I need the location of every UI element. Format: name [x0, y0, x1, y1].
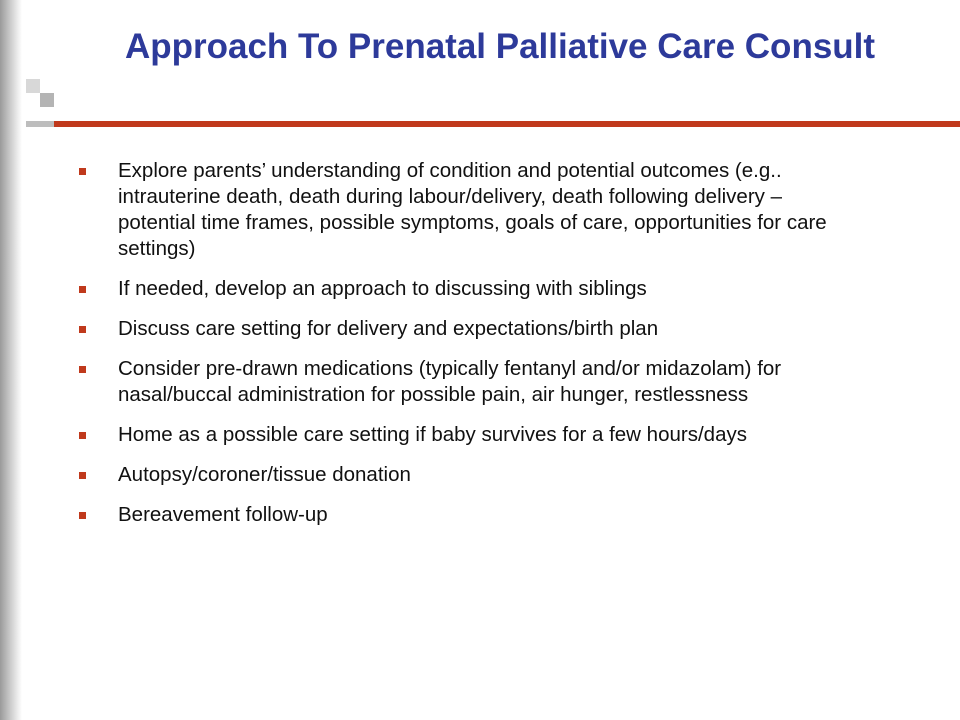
- bullet-item: [76, 316, 836, 342]
- title-underline-gray-segment: [26, 121, 54, 127]
- bullet-list: [76, 158, 836, 542]
- bullet-item: [76, 502, 836, 528]
- square-bullet-icon: [79, 432, 86, 439]
- bullet-text: Discuss care setting for delivery and expectations/birth plan: [118, 317, 659, 340]
- bullet-text: Autopsy/coroner/tissue donation: [118, 463, 411, 486]
- title-underline-rule: [26, 121, 960, 127]
- bullet-text: Bereavement follow-up: [118, 503, 328, 526]
- bullet-item: [76, 422, 836, 448]
- bullet-text: Home as a possible care setting if baby survives for a few hours/days: [118, 423, 747, 446]
- square-bullet-icon: [79, 366, 86, 373]
- square-bullet-icon: [79, 326, 86, 333]
- left-edge-gradient: [0, 0, 22, 720]
- square-bullet-icon: [79, 512, 86, 519]
- bullet-item: [76, 276, 836, 302]
- decorative-square-light: [26, 79, 40, 93]
- decorative-square-dark: [40, 93, 54, 107]
- bullet-text: If needed, develop an approach to discussing with siblings: [118, 277, 647, 300]
- square-bullet-icon: [79, 168, 86, 175]
- slide-title: Approach To Prenatal Palliative Care Consult: [124, 27, 876, 66]
- bullet-item: [76, 356, 836, 408]
- bullet-text: Consider pre-drawn medications (typically fentanyl and/or midazolam) for nasal/buccal administration for possible pain, air hunger, restlessness: [118, 357, 782, 406]
- bullet-item: [76, 462, 836, 488]
- bullet-item: [76, 158, 836, 262]
- bullet-text: Explore parents’ understanding of condition and potential outcomes (e.g.. intrauterine death, death during labour/delivery, death following delivery – potential time frames, possible symptoms, goals of care, opportunities for care settings): [118, 159, 827, 260]
- square-bullet-icon: [79, 472, 86, 479]
- square-bullet-icon: [79, 286, 86, 293]
